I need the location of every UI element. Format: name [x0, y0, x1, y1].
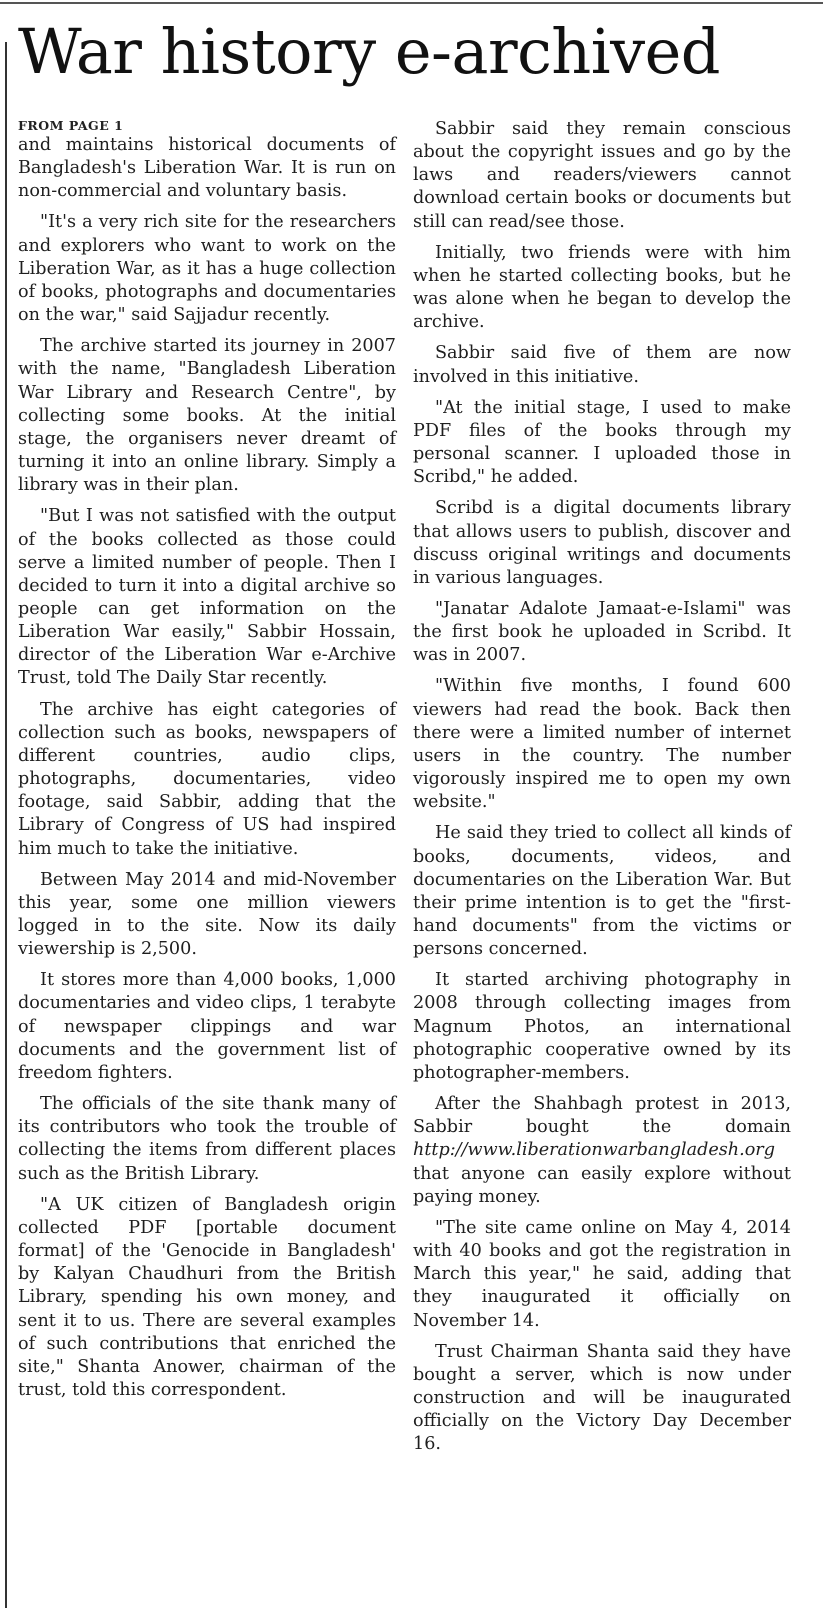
- paragraph: "The site came online on May 4, 2014 with 40 books and got the registration in March this year," he said, adding that they inaugurated it officially on November 14.: [413, 1217, 791, 1331]
- paragraph: The archive started its journey in 2007 with the name, "Bangladesh Liberation War Library and Research Centre", by collecting some books. At the initial stage, the organisers never dreamt of turning it into an online library. Simply a library was in their plan.: [18, 336, 396, 496]
- paragraph: "But I was not satisfied with the output of the books collected as those could serve a limited number of people. Then I decided to turn it into a digital archive so people can get information on the Liberation War easily," Sabbir Hossain, director of the Liberation War e-Archive Trust, told The Daily Star recently.: [18, 506, 396, 689]
- headline: War history e-archived: [18, 15, 720, 88]
- paragraph: Initially, two friends were with him when he started collecting books, but he was alone when he began to develop the archive.: [413, 242, 791, 333]
- article-column-right: [413, 118, 791, 1456]
- left-column-rule: [5, 42, 7, 1608]
- kicker: FROM PAGE 1: [18, 118, 124, 133]
- paragraph: The officials of the site thank many of its contributors who took the trouble of collecting the items from different places such as the British Library.: [18, 1094, 396, 1184]
- paragraph: Sabbir said they remain conscious about the copyright issues and go by the laws and readers/viewers cannot download certain books or documents but still can read/see those.: [413, 119, 791, 232]
- paragraph: It started archiving photography in 2008 through collecting images from Magnum Photos, an international photographic cooperative owned by its photographer-members.: [413, 970, 791, 1083]
- paragraph: It stores more than 4,000 books, 1,000 documentaries and video clips, 1 terabyte of newspaper clippings and war documents and the government list of freedom fighters.: [18, 970, 396, 1083]
- paragraph: "Within five months, I found 600 viewers had read the book. Back then there were a limited number of internet users in the country. The number vigorously inspired me to open my own website.": [413, 676, 791, 813]
- shahbagh-text: After the Shahbagh protest in 2013, Sabbir bought the domain: [413, 1094, 791, 1138]
- paragraph: "Janatar Adalote Jamaat-e-Islami" was the first book he uploaded in Scribd. It was in 2007.: [413, 598, 791, 666]
- top-rule: [0, 2, 823, 4]
- paragraph: "A UK citizen of Bangladesh origin collected PDF [portable document format] of the 'Genocide in Bangladesh' by Kalyan Chaudhuri from the British Library, spending his own money, and sent it to us. There are several examples of such contributions that enriched the site," Shanta Anower, chairman of the trust, told this correspondent.: [18, 1194, 396, 1400]
- paragraph: Scribd is a digital documents library that allows users to publish, discover and discuss original writings and documents in various languages.: [413, 498, 791, 588]
- paragraph: The archive has eight categories of collection such as books, newspapers of different countries, audio clips, photographs, documentaries, video footage, said Sabbir, adding that the Library of Congress of US had inspired him much to take the initiative.: [18, 699, 396, 859]
- paragraph: and maintains historical documents of Bangladesh's Liberation War. It is run on non-commercial and voluntary basis.: [18, 135, 396, 202]
- shahbagh-text-end: that anyone can easily explore without paying money.: [413, 1163, 791, 1207]
- paragraph: Trust Chairman Shanta said they have bought a server, which is now under construction and will be inaugurated officially on the Victory Day December 16.: [413, 1341, 791, 1455]
- article-column-left: [18, 118, 396, 1402]
- archive-url: http://www.liberationwarbangladesh.org: [413, 1140, 775, 1161]
- paragraph-shahbagh: [413, 1093, 791, 1209]
- paragraph: "At the initial stage, I used to make PDF files of the books through my personal scanner. I uploaded those in Scribd," he added.: [413, 397, 791, 488]
- paragraph: He said they tried to collect all kinds of books, documents, videos, and documentaries on the Liberation War. But their prime intention is to get the "first-hand documents" from the victims or persons concerned.: [413, 823, 791, 960]
- paragraph: Sabbir said five of them are now involved in this initiative.: [413, 343, 791, 387]
- paragraph: "It's a very rich site for the researchers and explorers who want to work on the Liberation War, as it has a huge collection of books, photographs and documentaries on the war," said Sajjadur recently.: [18, 212, 396, 326]
- paragraph: Between May 2014 and mid-November this year, some one million viewers logged in to the site. Now its daily viewership is 2,500.: [18, 869, 396, 960]
